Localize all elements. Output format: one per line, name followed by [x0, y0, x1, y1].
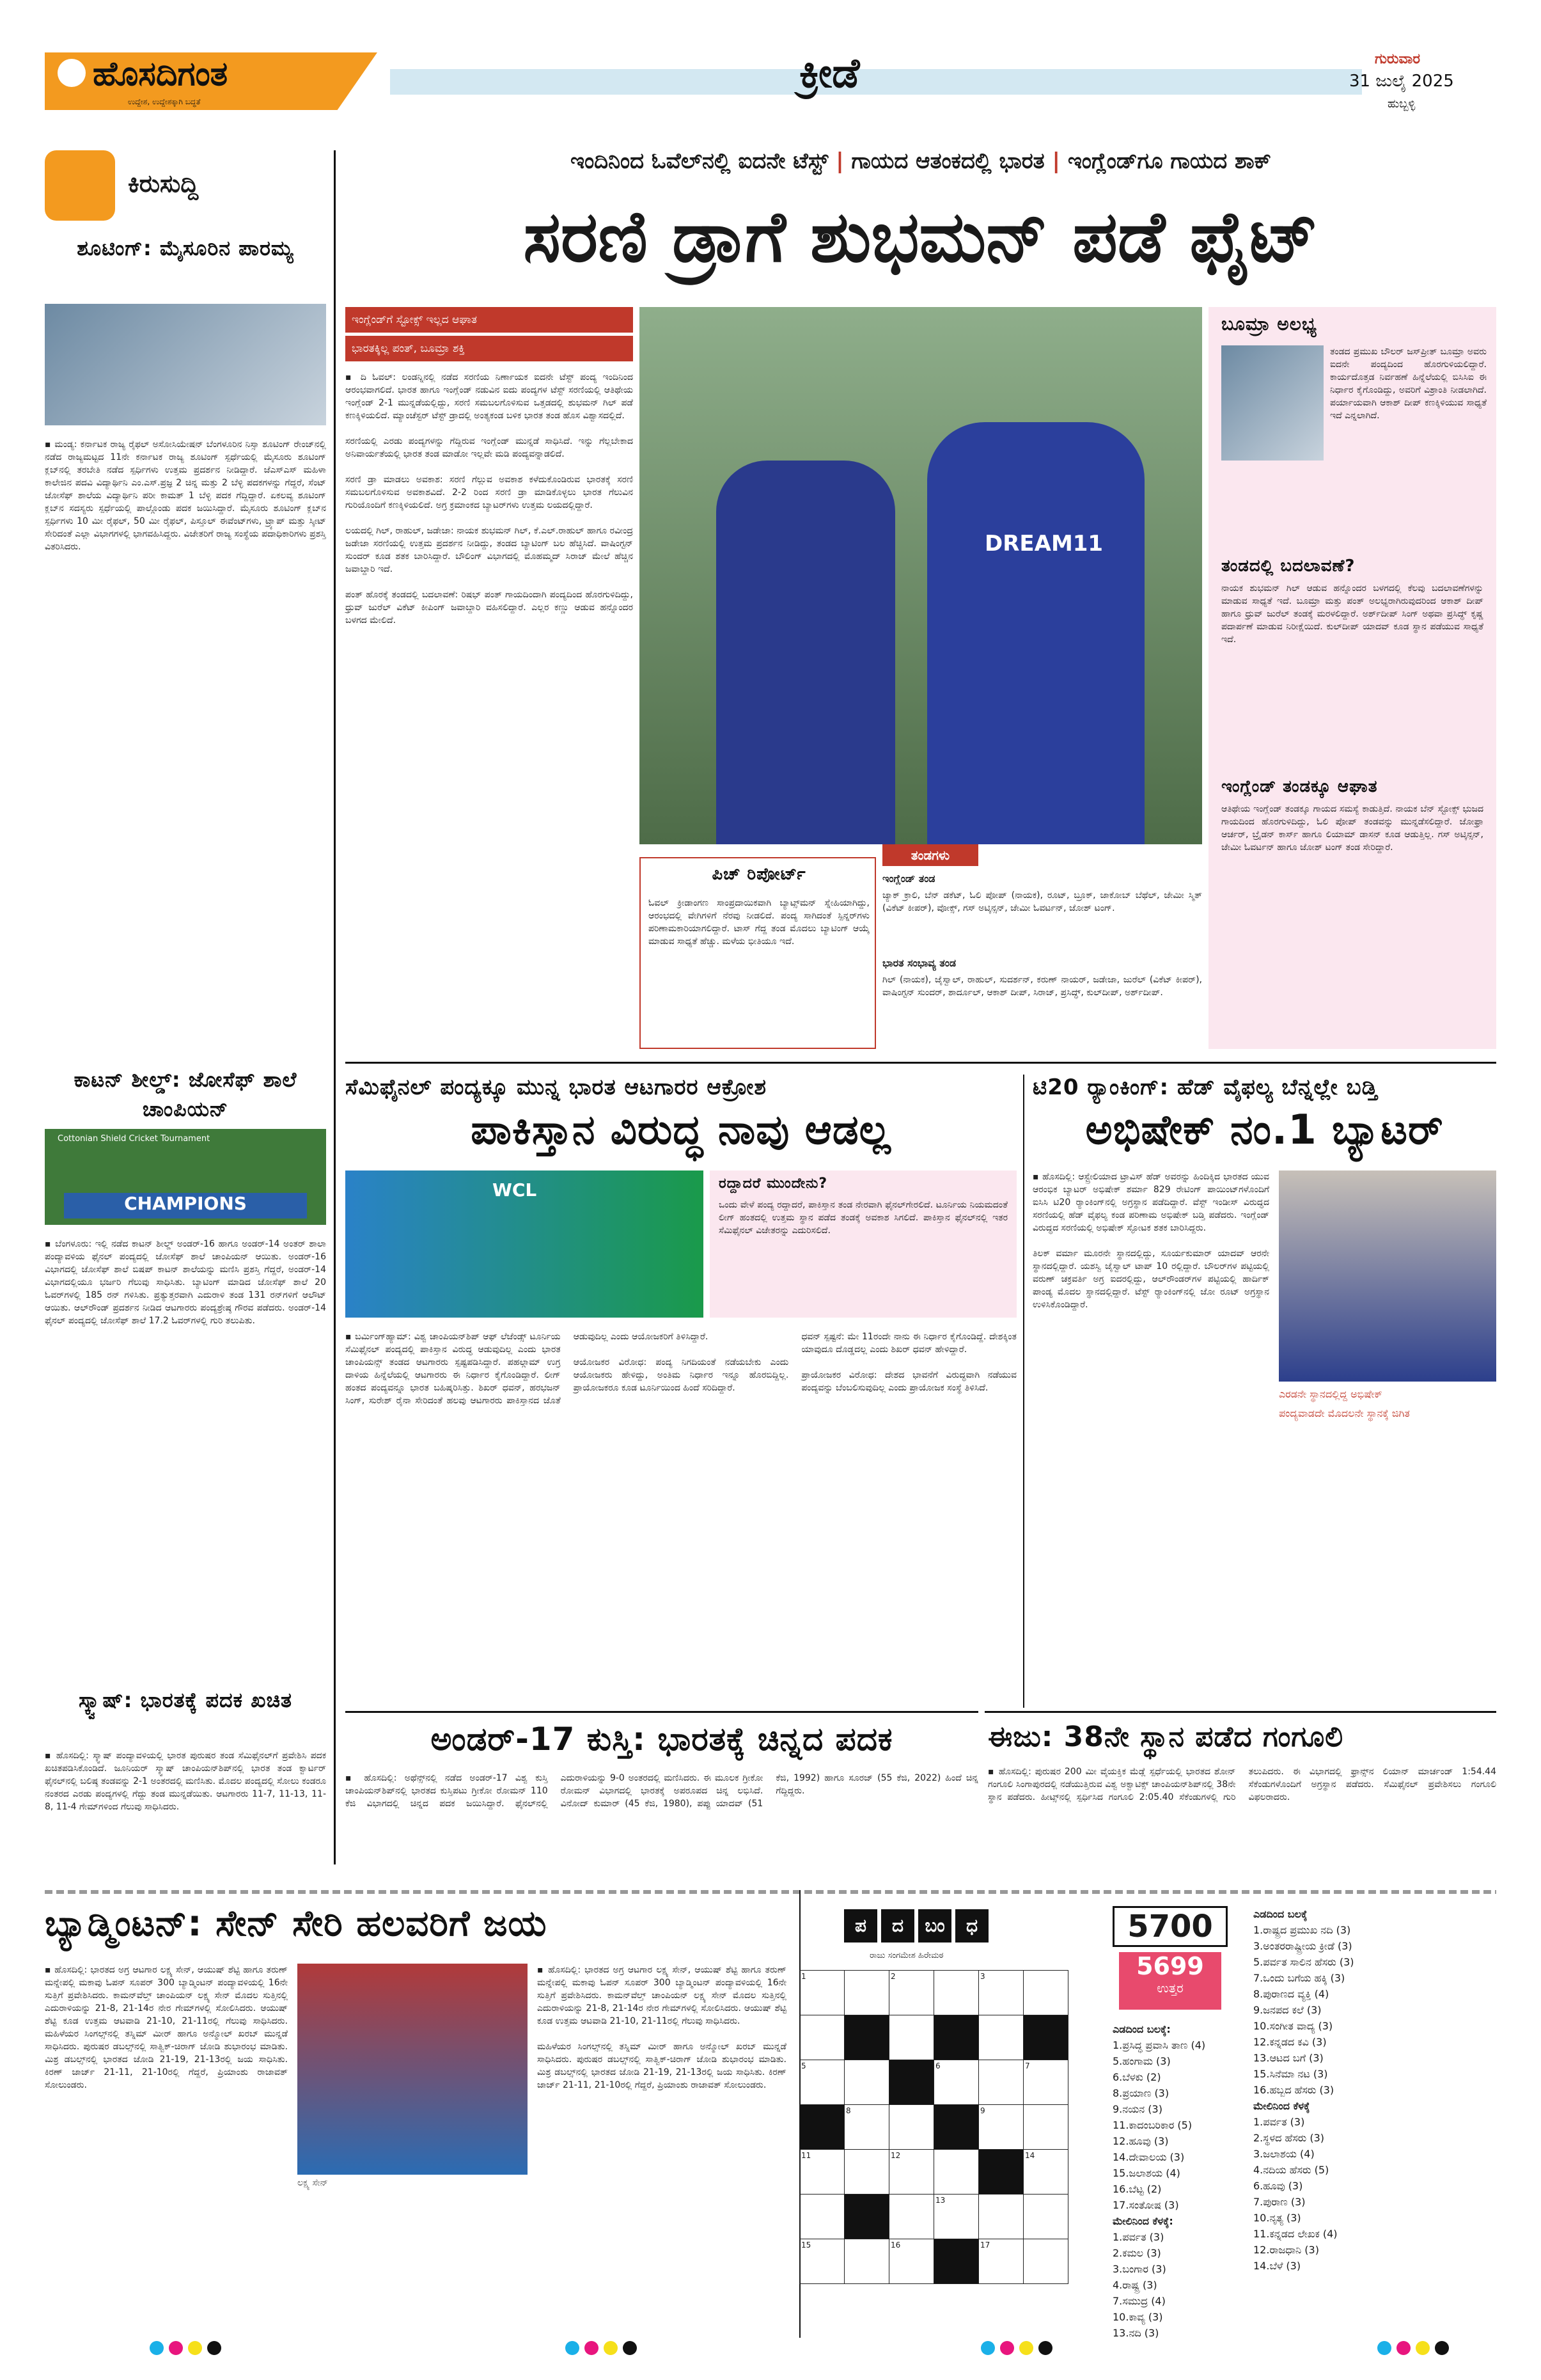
- abhi-cap-2: ಪಂದ್ಯವಾಡದೇ ಮೊದಲನೇ ಸ್ಥಾನಕ್ಕೆ ಜಿಗಿತ: [1279, 1407, 1410, 1419]
- across-clue: 16.ಬೆಟ್ಟ (2): [1113, 2183, 1162, 2195]
- pak-headline: ಪಾಕಿಸ್ತಾನ ವಿರುದ್ಧ ನಾವು ಆಡಲ್ಲ: [471, 1107, 891, 1154]
- answer2-clue: 14.ಬೆಳೆ (3): [1253, 2260, 1301, 2272]
- pak-photo: [345, 1170, 703, 1318]
- cw-cell[interactable]: 5: [800, 2060, 845, 2105]
- abhi-photo: [1279, 1170, 1496, 1382]
- across-clue: 14.ದೇವಾಲಯ (3): [1113, 2151, 1185, 2163]
- cw-black: [889, 2060, 934, 2105]
- pak-side-title: ರದ್ದಾದರೆ ಮುಂದೇನು?: [719, 1176, 828, 1192]
- cw-cell[interactable]: [1024, 2239, 1068, 2284]
- lead-sidebar: [1209, 307, 1496, 1049]
- answer2-clue: 6.ಹೂವು (3): [1253, 2180, 1303, 2192]
- puzzle-author: ರಾಜು ಸಂಗಮೇಶ ಹಿರೇಮಠ: [870, 1951, 944, 1960]
- eng-team-heading: ಇಂಗ್ಲೆಂಡ್ ತಂಡ: [882, 872, 935, 885]
- answer2-clue: 11.ಕನ್ನಡದ ಲೇಖಕ (4): [1253, 2228, 1338, 2240]
- date-day: ಗುರುವಾರ: [1375, 51, 1421, 67]
- badminton-body-1: ▪ ಹೊಸದಿಲ್ಲಿ: ಭಾರತದ ಅಗ್ರ ಆಟಗಾರ ಲಕ್ಷ್ಯ ಸೇನ್, ಆಯುಷ್ ಶೆಟ್ಟಿ ಹಾಗೂ ತರುಣ್ ಮನ್ನೇಪಲ್ಲಿ ಮಕಾವು ಓಪನ್ ಸೂಪರ್ 300 ಬ್ಯಾಡ್ಮಿಂಟನ್ ಪಂದ್ಯಾವಳಿಯಲ್ಲಿ 16ನೇ ಸುತ್ತಿಗೆ ಪ್ರವೇಶಿಸಿದರು. ಕಾಮನ್‌ವೆಲ್ತ್ ಚಾಂಪಿಯನ್ ಲಕ್ಷ್ಯ ಸೇನ್ ಮೊದಲ ಸುತ್ತಿನಲ್ಲಿ ಎದುರಾಳಿಯನ್ನು 21-8, 21-14ರ ನೇರ ಗೇಮ್‌ಗಳಲ್ಲಿ ಸೋಲಿಸಿದರು. ಆಯುಷ್ ಶೆಟ್ಟಿ ಕೂಡ ಉತ್ತಮ ಆಟವಾಡಿ 21-10, 21-11ರಲ್ಲಿ ಗೆಲುವು ಸಾಧಿಸಿದರು. ಮಹಿಳೆಯರ ಸಿಂಗಲ್ಸ್‌ನಲ್ಲಿ ತಸ್ನಿಮ್ ಮೀರ್ ಹಾಗೂ ಅನ್ಮೋಲ್ ಖರಬ್ ಮುನ್ನಡೆ ಸಾಧಿಸಿದರು. ಪುರುಷರ ಡಬಲ್ಸ್‌ನಲ್ಲಿ ಸಾತ್ವಿಕ್-ಚಿರಾಗ್ ಜೋಡಿ ಶುಭಾರಂಭ ಮಾಡಿತು. ಮಿಶ್ರ ಡಬಲ್ಸ್‌ನಲ್ಲಿ ಭಾರತದ ಜೋಡಿ 21-19, 21-13ರಲ್ಲಿ ಜಯ ಸಾಧಿಸಿತು. ಕಿರಣ್ ಜಾರ್ಜ್ 21-11, 21-10ರಲ್ಲಿ ಗೆದ್ದರೆ, ಪ್ರಿಯಾಂಶು ರಾಜಾವತ್ ಸೋಲುಂಡರು.: [45, 1965, 288, 2090]
- across-clue: 15.ಜಲಾಶಯ (4): [1113, 2167, 1180, 2179]
- kicker-c: ಇಂಗ್ಲೆಂಡ್‌ಗೂ ಗಾಯದ ಶಾಕ್: [1067, 148, 1271, 174]
- registration-marks-mid: [563, 2341, 639, 2358]
- answer2-clue: 2.ಸ್ಥಳದ ಹೆಸರು (3): [1253, 2132, 1325, 2144]
- eng-team-list: ಜ್ಯಾಕ್ ಕ್ರಾಲಿ, ಬೆನ್ ಡಕೆಟ್, ಓಲಿ ಪೋಪ್ (ನಾಯಕ), ರೂಟ್, ಬ್ರೂಕ್, ಜಾಕೋಬ್ ಬೆಥೆಲ್, ಜೇಮೀ ಸ್ಮಿತ್ (ವಿಕೆಟ್ ಕೀಪರ್), ವೋಕ್ಸ್, ಗಸ್ ಅಟ್ಕಿನ್ಸನ್, ಜೇಮೀ ಓವರ್ಟನ್, ಜೋಶ್ ಟಂಗ್.: [882, 890, 1202, 913]
- cw-cell[interactable]: 3: [979, 1971, 1024, 2015]
- cw-cell[interactable]: 12: [889, 2150, 934, 2195]
- cotton-title: ಕಾಟನ್ ಶೀಲ್ಡ್: ಜೋಸೆಫ್ ಶಾಲೆ ಚಾಂಪಿಯನ್: [74, 1068, 297, 1121]
- answers-heading: ಎಡದಿಂದ ಬಲಕ್ಕೆ: [1253, 1908, 1308, 1920]
- kicker-b: ಗಾಯದ ಆತಂಕದಲ್ಲಿ ಭಾರತ: [851, 148, 1045, 174]
- pitch-title: ಪಿಚ್ ರಿಪೋರ್ಟ್: [712, 865, 806, 884]
- cw-black: [1024, 2015, 1068, 2060]
- wcl-logo: WCL: [492, 1179, 537, 1201]
- answer2-clue: 1.ಪರ್ವತ (3): [1253, 2116, 1305, 2128]
- changes-title: ತಂಡದಲ್ಲಿ ಬದಲಾವಣೆ?: [1221, 556, 1356, 576]
- puzzle-clues: [1113, 2021, 1247, 2339]
- answer2-clue: 10.ನೃತ್ಯ (3): [1253, 2212, 1301, 2224]
- cw-cell[interactable]: 2: [889, 1971, 934, 2015]
- registration-marks-left: [147, 2341, 224, 2358]
- answer-clue: 9.ಜನಪದ ಕಲೆ (3): [1253, 2004, 1322, 2016]
- down-clue: 4.ರಾಷ್ಟ್ರ (3): [1113, 2279, 1157, 2291]
- jersey-text: DREAM11: [985, 531, 1104, 556]
- lead-bullet-1: ಇಂಗ್ಲೆಂಡ್‌ಗೆ ಸ್ಟೋಕ್ಸ್ ಇಲ್ಲದ ಆಘಾತ: [345, 307, 633, 333]
- city: ಹುಬ್ಬಳ್ಳಿ: [1388, 97, 1416, 111]
- cw-cell[interactable]: 9: [979, 2105, 1024, 2150]
- cotton-body: ▪ ಬೆಂಗಳೂರು: ಇಲ್ಲಿ ನಡೆದ ಕಾಟನ್ ಶೀಲ್ಡ್ ಅಂಡರ್-16 ಹಾಗೂ ಅಂಡರ್-14 ಅಂತರ್ ಶಾಲಾ ಪಂದ್ಯಾವಳಿಯ ಫೈನಲ್ ಪಂದ್ಯದಲ್ಲಿ ಜೋಸೆಫ್ ಶಾಲೆ ಚಾಂಪಿಯನ್ ಆಯಿತು. ಅಂಡರ್-16 ವಿಭಾಗದಲ್ಲಿ ಜೋಸೆಫ್ ಶಾಲೆ ಬಿಷಪ್ ಕಾಟನ್ ಶಾಲೆಯನ್ನು ಮಣಿಸಿ ಪ್ರಶಸ್ತಿ ಗೆದ್ದರೆ, ಅಂಡರ್-14 ವಿಭಾಗದಲ್ಲಿಯೂ ಭರ್ಜರಿ ಗೆಲುವು ಸಾಧಿಸಿತು. ಬ್ಯಾಟಿಂಗ್ ಮಾಡಿದ ಜೋಸೆಫ್ ಶಾಲೆ 20 ಓವರ್‌ಗಳಲ್ಲಿ 185 ರನ್ ಗಳಿಸಿತು. ಪ್ರತ್ಯುತ್ತರವಾಗಿ ಎದುರಾಳಿ ತಂಡ 131 ರನ್‌ಗಳಿಗೆ ಆಲೌಟ್ ಆಯಿತು. ಆಲ್‌ರೌಂಡ್ ಪ್ರದರ್ಶನ ನೀಡಿದ ಆಟಗಾರರು ಪಂದ್ಯಶ್ರೇಷ್ಠ ಗೌರವ ಪಡೆದರು. ಅಂಡರ್-14 ಫೈನಲ್ ಪಂದ್ಯದಲ್ಲಿ ಜೋಸೆಫ್ ಶಾಲೆ 17.2 ಓವರ್‌ಗಳಲ್ಲಿ ಗುರಿ ತಲುಪಿತು.: [45, 1239, 326, 1326]
- registration-marks-center: [978, 2341, 1055, 2358]
- answer-clue: 15.ಸಿನೆಮಾ ನಟ (3): [1253, 2068, 1328, 2080]
- lead-bullet-2: ಭಾರತಕ್ಕಿಲ್ಲ ಪಂತ್, ಬೂಮ್ರಾ ಶಕ್ತಿ: [345, 336, 633, 361]
- abhi-headline: ಅಭಿಷೇಕ್ ನಂ.1 ಬ್ಯಾಟರ್: [1085, 1107, 1444, 1154]
- cw-cell[interactable]: [845, 2060, 889, 2105]
- answer-clue: 3.ಅಂತರರಾಷ್ಟ್ರೀಯ ಕ್ರೀಡೆ (3): [1253, 1940, 1352, 1952]
- section-rule: [345, 1062, 1496, 1064]
- kicker-a: ಇಂದಿನಿಂದ ಓವೆಲ್‌ನಲ್ಲಿ ಐದನೇ ಟೆಸ್ಟ್: [570, 148, 829, 174]
- down-clue: 2.ಕಮಲ (3): [1113, 2247, 1161, 2259]
- lamp-icon: [58, 59, 86, 87]
- masthead: [45, 46, 1496, 116]
- shooting-photo: [45, 304, 326, 425]
- cw-cell[interactable]: 13: [934, 2195, 979, 2239]
- cw-cell[interactable]: [1024, 1971, 1068, 2015]
- cw-cell[interactable]: [934, 1971, 979, 2015]
- answer-clue: 12.ಕನ್ನಡದ ಕವಿ (3): [1253, 2036, 1327, 2048]
- badminton-body-2: ▪ ಹೊಸದಿಲ್ಲಿ: ಭಾರತದ ಅಗ್ರ ಆಟಗಾರ ಲಕ್ಷ್ಯ ಸೇನ್, ಆಯುಷ್ ಶೆಟ್ಟಿ ಹಾಗೂ ತರುಣ್ ಮನ್ನೇಪಲ್ಲಿ ಮಕಾವು ಓಪನ್ ಸೂಪರ್ 300 ಬ್ಯಾಡ್ಮಿಂಟನ್ ಪಂದ್ಯಾವಳಿಯಲ್ಲಿ 16ನೇ ಸುತ್ತಿಗೆ ಪ್ರವೇಶಿಸಿದರು. ಕಾಮನ್‌ವೆಲ್ತ್ ಚಾಂಪಿಯನ್ ಲಕ್ಷ್ಯ ಸೇನ್ ಮೊದಲ ಸುತ್ತಿನಲ್ಲಿ ಎದುರಾಳಿಯನ್ನು 21-8, 21-14ರ ನೇರ ಗೇಮ್‌ಗಳಲ್ಲಿ ಸೋಲಿಸಿದರು. ಆಯುಷ್ ಶೆಟ್ಟಿ ಕೂಡ ಉತ್ತಮ ಆಟವಾಡಿ 21-10, 21-11ರಲ್ಲಿ ಗೆಲುವು ಸಾಧಿಸಿದರು. ಮಹಿಳೆಯರ ಸಿಂಗಲ್ಸ್‌ನಲ್ಲಿ ತಸ್ನಿಮ್ ಮೀರ್ ಹಾಗೂ ಅನ್ಮೋಲ್ ಖರಬ್ ಮುನ್ನಡೆ ಸಾಧಿಸಿದರು. ಪುರುಷರ ಡಬಲ್ಸ್‌ನಲ್ಲಿ ಸಾತ್ವಿಕ್-ಚಿರಾಗ್ ಜೋಡಿ ಶುಭಾರಂಭ ಮಾಡಿತು. ಮಿಶ್ರ ಡಬಲ್ಸ್‌ನಲ್ಲಿ ಭಾರತದ ಜೋಡಿ 21-19, 21-13ರಲ್ಲಿ ಜಯ ಸಾಧಿಸಿತು. ಕಿರಣ್ ಜಾರ್ಜ್ 21-11, 21-10ರಲ್ಲಿ ಗೆದ್ದರೆ, ಪ್ರಿಯಾಂಶು ರಾಜಾವತ್ ಸೋಲುಂಡರು.: [537, 1965, 786, 2090]
- bumrah-photo: [1221, 345, 1324, 461]
- down-clue: 10.ಕಾವ್ಯ (3): [1113, 2311, 1163, 2323]
- badminton-headline: ಬ್ಯಾಡ್ಮಿಂಟನ್: ಸೇನ್ ಸೇರಿ ಹಲವರಿಗೆ ಜಯ: [45, 1903, 547, 1944]
- eng-injury-body: ಆತಿಥೇಯ ಇಂಗ್ಲೆಂಡ್ ತಂಡಕ್ಕೂ ಗಾಯದ ಸಮಸ್ಯೆ ಕಾಡುತ್ತಿದೆ. ನಾಯಕ ಬೆನ್ ಸ್ಟೋಕ್ಸ್ ಭುಜದ ಗಾಯದಿಂದ ಹೊರಗುಳಿದಿದ್ದು, ಓಲಿ ಪೋಪ್ ತಂಡವನ್ನು ಮುನ್ನಡೆಸಲಿದ್ದಾರೆ. ಜೋಫ್ರಾ ಆರ್ಚರ್, ಬ್ರೈಡನ್ ಕಾರ್ಸ್ ಹಾಗೂ ಲಿಯಾಮ್ ಡಾಸನ್ ಕೂಡ ಆಡುತ್ತಿಲ್ಲ. ಗಸ್ ಅಟ್ಕಿನ್ಸನ್, ಜೇಮೀ ಓವರ್ಟನ್ ಹಾಗೂ ಜೋಶ್ ಟಂಗ್ ತಂಡ ಸೇರಿದ್ದಾರೆ.: [1221, 804, 1483, 853]
- answer-clue: 1.ರಾಷ್ಟ್ರದ ಪ್ರಮುಖ ನದಿ (3): [1253, 1924, 1351, 1936]
- cw-cell[interactable]: 1: [800, 1971, 845, 2015]
- teams-tag: ತಂಡಗಳು: [882, 844, 978, 866]
- across-clue: 6.ಬೆಳಕು (2): [1113, 2071, 1161, 2083]
- answer-clue: 10.ಸಂಗೀತ ವಾದ್ಯ (3): [1253, 2020, 1333, 2032]
- across-clue: 5.ಹಂಗಾಮ (3): [1113, 2055, 1171, 2067]
- registration-marks-right: [1375, 2341, 1451, 2358]
- badminton-caption: ಲಕ್ಷ್ಯ ಸೇನ್: [297, 2178, 328, 2188]
- cw-black: [979, 2150, 1024, 2195]
- pitch-report-box: [639, 857, 876, 1049]
- across-clue: 9.ನಯನ (3): [1113, 2103, 1162, 2115]
- bottom-rule: [45, 1890, 1496, 1894]
- answer2-clue: 4.ನದಿಯ ಹೆಸರು (5): [1253, 2164, 1329, 2176]
- lead-body: ▪ ದಿ ಓವಲ್: ಲಂಡನ್ನಿನಲ್ಲಿ ನಡೆದ ಸರಣಿಯ ನಿರ್ಣಾಯಕ ಐದನೇ ಟೆಸ್ಟ್ ಪಂದ್ಯ ಇಂದಿನಿಂದ ಆರಂಭವಾಗಲಿದೆ. ಭಾರತ ಹಾಗೂ ಇಂಗ್ಲೆಂಡ್ ನಡುವಿನ ಐದು ಪಂದ್ಯಗಳ ಟೆಸ್ಟ್ ಸರಣಿಯಲ್ಲಿ ಆತಿಥೇಯ ಇಂಗ್ಲೆಂಡ್ 2-1 ಮುನ್ನಡೆಯಲ್ಲಿದ್ದು, ಸರಣಿ ಸಮಬಲಗೊಳಿಸುವ ಒತ್ತಡದಲ್ಲಿ ಶುಭಮನ್ ಗಿಲ್ ಪಡೆ ಕಣಕ್ಕಿಳಿಯಲಿದೆ. ಮ್ಯಾಂಚೆಸ್ಟರ್ ಟೆಸ್ಟ್ ಡ್ರಾದಲ್ಲಿ ಅಂತ್ಯಕಂಡ ಬಳಿಕ ಭಾರತ ತಂಡ ಹೊಸ ವಿಶ್ವಾಸದಲ್ಲಿದೆ. ಸರಣಿಯಲ್ಲಿ ಎರಡು ಪಂದ್ಯಗಳನ್ನು ಗೆದ್ದಿರುವ ಇಂಗ್ಲೆಂಡ್ ಮುನ್ನಡೆ ಸಾಧಿಸಿದೆ. ಇನ್ನು ಗೆಲ್ಲಬೇಕಾದ ಅನಿವಾರ್ಯತೆಯಲ್ಲಿ ಭಾರತ ತಂಡ ಮಾಡೋ ಇಲ್ಲವೇ ಮಡಿ ಪಂದ್ಯವನ್ನಾಡಲಿದೆ. ಸರಣಿ ಡ್ರಾ ಮಾಡಲು ಅವಕಾಶ: ಸರಣಿ ಗೆಲ್ಲುವ ಅವಕಾಶ ಕಳೆದುಕೊಂಡಿರುವ ಭಾರತಕ್ಕೆ ಸರಣಿ ಸಮಬಲಗೊಳಿಸುವ ಅವಕಾಶವಿದೆ. 2-2 ರಿಂದ ಸರಣಿ ಡ್ರಾ ಮಾಡಿಕೊಳ್ಳಲು ಭಾರತ ಗೆಲುವಿನ ಗುರಿಯೊಂದಿಗೆ ಕಣಕ್ಕಿಳಿಯಲಿದೆ. ಅಗ್ರ ಕ್ರಮಾಂಕದ ಬ್ಯಾಟರ್‌ಗಳು ಉತ್ತಮ ಲಯದಲ್ಲಿದ್ದಾರೆ. ಲಯದಲ್ಲಿ ಗಿಲ್, ರಾಹುಲ್, ಜಡೇಜಾ: ನಾಯಕ ಶುಭಮನ್ ಗಿಲ್, ಕೆ.ಎಲ್.ರಾಹುಲ್ ಹಾಗೂ ರವೀಂದ್ರ ಜಡೇಜಾ ಸರಣಿಯಲ್ಲಿ ಉತ್ತಮ ಪ್ರದರ್ಶನ ನೀಡಿದ್ದು, ತಂಡದ ಬ್ಯಾಟಿಂಗ್ ಬಲ ಹೆಚ್ಚಿಸಿದೆ. ವಾಷಿಂಗ್ಟನ್ ಸುಂದರ್ ಕೂಡ ಶತಕ ಬಾರಿಸಿದ್ದಾರೆ. ಬೌಲಿಂಗ್ ವಿಭಾಗದಲ್ಲಿ ಮೊಹಮ್ಮದ್ ಸಿರಾಜ್ ಮೇಲೆ ಹೆಚ್ಚಿನ ಜವಾಬ್ದಾರಿ ಇದೆ. ಪಂತ್ ಹೊರಕ್ಕೆ ತಂಡದಲ್ಲಿ ಬದಲಾವಣೆ: ರಿಷಭ್ ಪಂತ್ ಗಾಯದಿಂದಾಗಿ ಪಂದ್ಯದಿಂದ ಹೊರಗುಳಿದಿದ್ದು, ಧ್ರುವ್ ಜುರೆಲ್ ವಿಕೆಟ್ ಕೀಪಿಂಗ್ ಜವಾಬ್ದಾರಿ ವಹಿಸಲಿದ್ದಾರೆ. ಎಲ್ಲರ ಕಣ್ಣು ಆಡುವ ಹನ್ನೊಂದರ ಬಳಗದ ಮೇಲಿದೆ.: [345, 372, 633, 626]
- lead-photo: [639, 307, 1202, 844]
- badminton-photo: [297, 1964, 528, 2175]
- down-clue: 1.ಪರ್ವತ (3): [1113, 2231, 1164, 2243]
- across-clue: 8.ಪ್ರಯಾಣ (3): [1113, 2087, 1169, 2099]
- cw-cell[interactable]: 17: [979, 2239, 1024, 2284]
- puzzle-title-3: ಬಂ: [918, 1909, 951, 1943]
- cw-black: [934, 2239, 979, 2284]
- answer2-clue: 3.ಜಲಾಶಯ (4): [1253, 2148, 1315, 2160]
- lead-headline: ಸರಣಿ ಡ್ರಾಗೆ ಶುಭಮನ್ ಪಡೆ ಫೈಟ್: [523, 196, 1318, 278]
- cw-black: [934, 2015, 979, 2060]
- u17-body: ▪ ಹೊಸದಿಲ್ಲಿ: ಅಥೆನ್ಸ್‌ನಲ್ಲಿ ನಡೆದ ಅಂಡರ್-17 ವಿಶ್ವ ಕುಸ್ತಿ ಚಾಂಪಿಯನ್‌ಶಿಪ್‌ನಲ್ಲಿ ಭಾರತದ ಕುಸ್ತಿಪಟು ಗ್ರೀಕೋ ರೋಮನ್ 110 ಕೆಜಿ ವಿಭಾಗದಲ್ಲಿ ಚಿನ್ನದ ಪದಕ ಜಯಿಸಿದ್ದಾರೆ. ಫೈನಲ್‌ನಲ್ಲಿ ಎದುರಾಳಿಯನ್ನು 9-0 ಅಂತರದಲ್ಲಿ ಮಣಿಸಿದರು. ಈ ಮೂಲಕ ಗ್ರೀಕೋ ರೋಮನ್ ವಿಭಾಗದಲ್ಲಿ ಭಾರತಕ್ಕೆ ಅಪರೂಪದ ಚಿನ್ನ ಲಭಿಸಿದೆ. ವಿನೋದ್ ಕುಮಾರ್ (45 ಕೆಜಿ, 1980), ಪಪ್ಪು ಯಾದವ್ (51 ಕೆಜಿ, 1992) ಹಾಗೂ ಸೂರಜ್ (55 ಕೆಜಿ, 2022) ಹಿಂದೆ ಚಿನ್ನ ಗೆದ್ದಿದ್ದರು.: [345, 1773, 978, 1809]
- answer-clues: [1253, 1906, 1496, 2315]
- cw-cell[interactable]: [934, 2150, 979, 2195]
- logo-tagline: ಉದ್ದೇಶ, ಉದ್ದೇಶಕ್ಕಾಗಿ ಬದ್ಧತೆ: [128, 97, 201, 106]
- column-divider: [334, 150, 336, 1864]
- answer-number: 5699: [1136, 1952, 1204, 1980]
- cw-cell[interactable]: 8: [845, 2105, 889, 2150]
- answers2-heading: ಮೇಲಿನಿಂದ ಕೆಳಕ್ಕೆ: [1253, 2100, 1310, 2112]
- ganguly-headline: ಈಜು: 38ನೇ ಸ್ಥಾನ ಪಡೆದ ಗಂಗೂಲಿ: [988, 1721, 1344, 1753]
- cw-cell[interactable]: 15: [800, 2239, 845, 2284]
- across-clue: 12.ಹೂವು (3): [1113, 2135, 1169, 2147]
- down-clue: 3.ಬಂಗಾರ (3): [1113, 2263, 1166, 2275]
- across-heading: ಎಡದಿಂದ ಬಲಕ್ಕೆ:: [1113, 2023, 1171, 2035]
- abhi-cap-1: ಎರಡನೇ ಸ್ಥಾನದಲ್ಲಿದ್ದ ಅಭಿಷೇಕ್: [1279, 1388, 1382, 1400]
- champions-banner: CHAMPIONS: [64, 1193, 307, 1218]
- squash-body: ▪ ಹೊಸದಿಲ್ಲಿ: ಸ್ಕ್ವಾಷ್ ಪಂದ್ಯಾವಳಿಯಲ್ಲಿ ಭಾರತ ಪುರುಷರ ತಂಡ ಸೆಮಿಫೈನಲ್‌ಗೆ ಪ್ರವೇಶಿಸಿ ಪದಕ ಖಚಿತಪಡಿಸಿಕೊಂಡಿದೆ. ಜೂನಿಯರ್ ಸ್ಕ್ವಾಷ್ ಚಾಂಪಿಯನ್‌ಶಿಪ್‌ನಲ್ಲಿ ಭಾರತ ತಂಡ ಕ್ವಾರ್ಟರ್ ಫೈನಲ್‌ನಲ್ಲಿ ಬಲಿಷ್ಠ ತಂಡವನ್ನು 2-1 ಅಂತರದಲ್ಲಿ ಮಣಿಸಿತು. ಮೊದಲ ಪಂದ್ಯದಲ್ಲಿ ಸೋಲು ಕಂಡರೂ ನಂತರದ ಎರಡು ಪಂದ್ಯಗಳಲ್ಲಿ ಗೆದ್ದು ತಂಡ ಮುನ್ನಡೆಯಿತು. ಆಟಗಾರರು 11-7, 11-13, 11-8, 11-4 ಗೇಮ್‌ಗಳಿಂದ ಗೆಲುವು ಸಾಧಿಸಿದರು.: [45, 1751, 326, 1812]
- pak-side-body: ಒಂದು ವೇಳೆ ಪಂದ್ಯ ರದ್ದಾದರೆ, ಪಾಕಿಸ್ತಾನ ತಂಡ ನೇರವಾಗಿ ಫೈನಲ್‌ಗೇರಲಿದೆ. ಟೂರ್ನಿಯ ನಿಯಮದಂತೆ ಲೀಗ್ ಹಂತದಲ್ಲಿ ಉತ್ತಮ ಸ್ಥಾನ ಪಡೆದ ತಂಡಕ್ಕೆ ಅವಕಾಶ ಸಿಗಲಿದೆ. ಪಾಕಿಸ್ತಾನ ಫೈನಲ್‌ನಲ್ಲಿ ಇತರ ಸೆಮಿಫೈನಲ್ ವಿಜೇತರನ್ನು ಎದುರಿಸಲಿದೆ.: [719, 1200, 1008, 1236]
- u17-rule: [345, 1711, 978, 1713]
- across-clue: 11.ಕಾದಂಬರಿಕಾರ (5): [1113, 2119, 1193, 2131]
- across-clue: 17.ಸಂತೋಷ (3): [1113, 2199, 1179, 2211]
- puzzle-title-4: ಧ: [955, 1909, 989, 1943]
- bumrah-body: ತಂಡದ ಪ್ರಮುಖ ಬೌಲರ್ ಜಸ್‌ಪ್ರೀತ್ ಬೂಮ್ರಾ ಅವರು ಐದನೇ ಪಂದ್ಯದಿಂದ ಹೊರಗುಳಿಯಲಿದ್ದಾರೆ. ಕಾರ್ಯದೊತ್ತಡ ನಿರ್ವಹಣೆ ಹಿನ್ನೆಲೆಯಲ್ಲಿ ಬಿಸಿಸಿಐ ಈ ನಿರ್ಧಾರ ಕೈಗೊಂಡಿದ್ದು, ಅವರಿಗೆ ವಿಶ್ರಾಂತಿ ನೀಡಲಾಗಿದೆ. ಪರ್ಯಾಯವಾಗಿ ಆಕಾಶ್ ದೀಪ್ ಕಣಕ್ಕಿಳಿಯುವ ಸಾಧ್ಯತೆ ಇದೆ ಎನ್ನಲಾಗಿದೆ.: [1330, 347, 1487, 421]
- ind-team-heading: ಭಾರತ ಸಂಭಾವ್ಯ ತಂಡ: [882, 957, 957, 969]
- cw-black: [845, 2195, 889, 2239]
- kirusuddi-label: ಕಿರುಸುದ್ದಿ: [128, 169, 199, 198]
- answer-clue: 16.ಹಬ್ಬದ ಹೆಸರು (3): [1253, 2084, 1334, 2096]
- cotton-photo: [45, 1129, 326, 1225]
- u17-headline: ಅಂಡರ್-17 ಕುಸ್ತಿ: ಭಾರತಕ್ಕೆ ಚಿನ್ನದ ಪದಕ: [430, 1721, 893, 1758]
- answer-clue: 13.ಆಟದ ಬಗೆ (3): [1253, 2052, 1324, 2064]
- shooting-body: ▪ ಮಂಡ್ಯ: ಕರ್ನಾಟಕ ರಾಜ್ಯ ರೈಫಲ್ ಅಸೋಸಿಯೇಷನ್ ಬೆಂಗಳೂರಿನ ನಿಸ್ಸಾ ಶೂಟಿಂಗ್ ರೇಂಜ್‌ನಲ್ಲಿ ನಡೆದ ರಾಜ್ಯಮಟ್ಟದ 11ನೇ ಕರ್ನಾಟಕ ರಾಜ್ಯ ಶೂಟಿಂಗ್ ಸ್ಪರ್ಧೆಯಲ್ಲಿ ಮೈಸೂರು ಶೂಟಿಂಗ್ ಕ್ಲಬ್‌ನಲ್ಲಿ ತರಬೇತಿ ನಡೆದ ಸ್ಪರ್ಧಿಗಳು ಉತ್ತಮ ಪ್ರದರ್ಶನ ನೀಡಿದ್ದಾರೆ. ಜೆಎಸ್‌ಎಸ್ ಮಹಿಳಾ ಕಾಲೇಜಿನ ಪದವಿ ವಿದ್ಯಾರ್ಥಿನಿ ಎಂ.ಎಸ್.ಪ್ರಜ್ಞ 2 ಚಿನ್ನ ಮತ್ತು 2 ಬೆಳ್ಳಿ ಪದಕಗಳನ್ನು ಗೆದ್ದರೆ, ಸೆಂಟ್ ಜೋಸೆಫ್ ಶಾಲೆಯ ವಿದ್ಯಾರ್ಥಿನಿ ಪರೀ ಕಾಮತ್ 1 ಬೆಳ್ಳಿ ಪದಕ ಗೆದ್ದಿದ್ದಾರೆ. ಏಕಲವ್ಯ ಶೂಟಿಂಗ್ ಕ್ಲಬ್‌ನ ಸದಸ್ಯರು ಸ್ಪರ್ಧೆಯಲ್ಲಿ ಪಾಲ್ಗೊಂಡು ಪದಕ ಜಯಿಸಿದ್ದಾರೆ. ಮೈಸೂರು ಶೂಟಿಂಗ್ ಕ್ಲಬ್‌ನ ಸ್ಪರ್ಧಿಗಳು 10 ಮೀ ರೈಫಲ್, 50 ಮೀ ರೈಫಲ್, ಪಿಸ್ತೂಲ್ ಈವೆಂಟ್‌ಗಳು, ಟ್ರ್ಯಾಪ್ ಮತ್ತು ಸ್ಕೀಟ್ ಸೇರಿದಂತೆ ಎಲ್ಲಾ ವಿಭಾಗಗಳಲ್ಲಿ ಭಾಗವಹಿಸಿದ್ದರು. ವಿಜೇತರಿಗೆ ರಾಜ್ಯ ಸಂಸ್ಥೆಯ ಪದಾಧಿಕಾರಿಗಳು ಪ್ರಶಸ್ತಿ ವಿತರಿಸಿದರು.: [45, 439, 326, 552]
- eng-injury-title: ಇಂಗ್ಲೆಂಡ್ ತಂಡಕ್ಕೂ ಆಘಾತ: [1221, 777, 1378, 796]
- puzzle-title: [844, 1909, 989, 1943]
- answer-clue: 7.ಒಂದು ಬಗೆಯ ಹಕ್ಕಿ (3): [1253, 1972, 1345, 1984]
- pak-kicker: ಸೆಮಿಫೈನಲ್ ಪಂದ್ಯಕ್ಕೂ ಮುನ್ನ ಭಾರತ ಆಟಗಾರರ ಆಕ್ರೋಶ: [345, 1075, 767, 1100]
- cw-cell[interactable]: [979, 2060, 1024, 2105]
- coach-figure: [716, 461, 895, 844]
- cw-cell[interactable]: [889, 2195, 934, 2239]
- cw-cell[interactable]: 6: [934, 2060, 979, 2105]
- section-title: ಕ್ರೀಡೆ: [799, 50, 860, 97]
- abhi-body: ▪ ಹೊಸದಿಲ್ಲಿ: ಆಸ್ಟ್ರೇಲಿಯಾದ ಟ್ರಾವಿಸ್ ಹೆಡ್ ಅವರನ್ನು ಹಿಂದಿಕ್ಕಿದ ಭಾರತದ ಯುವ ಆರಂಭಿಕ ಬ್ಯಾಟರ್ ಅಭಿಷೇಕ್ ಶರ್ಮಾ 829 ರೇಟಿಂಗ್ ಪಾಯಿಂಟ್‌ಗಳೊಂದಿಗೆ ಐಸಿಸಿ ಟಿ20 ರ‍್ಯಾಂಕಿಂಗ್‌ನಲ್ಲಿ ಅಗ್ರಸ್ಥಾನ ಪಡೆದಿದ್ದಾರೆ. ವೆಸ್ಟ್ ಇಂಡೀಸ್ ವಿರುದ್ಧದ ಸರಣಿಯಲ್ಲಿ ಹೆಡ್ ವೈಫಲ್ಯ ಕಂಡ ಪರಿಣಾಮ ಅಭಿಷೇಕ್ ಬಡ್ತಿ ಪಡೆದರು. ಇಂಗ್ಲೆಂಡ್ ವಿರುದ್ಧದ ಸರಣಿಯಲ್ಲಿ ಅಭಿಷೇಕ್ ಸ್ಫೋಟಕ ಶತಕ ಬಾರಿಸಿದ್ದರು. ತಿಲಕ್ ವರ್ಮಾ ಮೂರನೇ ಸ್ಥಾನದಲ್ಲಿದ್ದು, ಸೂರ್ಯಕುಮಾರ್ ಯಾದವ್ ಆರನೇ ಸ್ಥಾನದಲ್ಲಿದ್ದಾರೆ. ಯಶಸ್ವಿ ಜೈಸ್ವಾಲ್ ಟಾಪ್ 10 ರಲ್ಲಿದ್ದಾರೆ. ಬೌಲರ್‌ಗಳ ಪಟ್ಟಿಯಲ್ಲಿ ವರುಣ್ ಚಕ್ರವರ್ತಿ ಅಗ್ರ ಐದರಲ್ಲಿದ್ದು, ಆಲ್‌ರೌಂಡರ್‌ಗಳ ಪಟ್ಟಿಯಲ್ಲಿ ಹಾರ್ದಿಕ್ ಪಾಂಡ್ಯ ಮೊದಲ ಸ್ಥಾನದಲ್ಲಿದ್ದಾರೆ. ಟೆಸ್ಟ್ ರ‍್ಯಾಂಕಿಂಗ್‌ನಲ್ಲಿ ಜೋ ರೂಟ್ ಅಗ್ರಸ್ಥಾನ ಉಳಿಸಿಕೊಂಡಿದ್ದಾರೆ.: [1033, 1172, 1269, 1310]
- section-band: [390, 69, 1362, 95]
- cotton-banner: Cottonian Shield Cricket Tournament: [58, 1134, 210, 1144]
- crossword-grid[interactable]: [799, 1970, 1068, 2284]
- lead-kicker: ಇಂದಿನಿಂದ ಓವೆಲ್‌ನಲ್ಲಿ ಐದನೇ ಟೆಸ್ಟ್ | ಗಾಯದ ಆತಂಕದಲ್ಲಿ ಭಾರತ | ಇಂಗ್ಲೆಂಡ್‌ಗೂ ಗಾಯದ ಶಾಕ್: [570, 148, 1271, 174]
- cw-cell[interactable]: [800, 2015, 845, 2060]
- kirusuddi-icon: [45, 150, 115, 221]
- cw-cell[interactable]: [845, 2150, 889, 2195]
- date: 31 ಜುಲೈ 2025: [1349, 72, 1454, 91]
- down-clue: 13.ನದಿ (3): [1113, 2327, 1159, 2339]
- ganguly-rule: [985, 1711, 1496, 1713]
- changes-body: ನಾಯಕ ಶುಭಮನ್ ಗಿಲ್ ಆಡುವ ಹನ್ನೊಂದರ ಬಳಗದಲ್ಲಿ ಕೆಲವು ಬದಲಾವಣೆಗಳನ್ನು ಮಾಡುವ ಸಾಧ್ಯತೆ ಇದೆ. ಬೂಮ್ರಾ ಮತ್ತು ಪಂತ್ ಅಲಭ್ಯರಾಗಿರುವುದರಿಂದ ಆಕಾಶ್ ದೀಪ್ ಹಾಗೂ ಧ್ರುವ್ ಜುರೆಲ್ ತಂಡಕ್ಕೆ ಮರಳಲಿದ್ದಾರೆ. ಅರ್ಶ್‌ದೀಪ್ ಸಿಂಗ್ ಅಥವಾ ಪ್ರಸಿದ್ಧ್ ಕೃಷ್ಣ ಪದಾರ್ಪಣೆ ಮಾಡುವ ನಿರೀಕ್ಷೆಯಿದೆ. ಕುಲ್‌ದೀಪ್ ಯಾದವ್ ಕೂಡ ಸ್ಥಾನ ಪಡೆಯುವ ಸಾಧ್ಯತೆ ಇದೆ.: [1221, 583, 1483, 645]
- logo-text: ಹೊಸದಿಗಂತ: [93, 55, 228, 93]
- cw-cell[interactable]: [845, 2239, 889, 2284]
- cw-cell[interactable]: 16: [889, 2239, 934, 2284]
- bumrah-title: ಬೂಮ್ರಾ ಅಲಭ್ಯ: [1221, 313, 1317, 335]
- cw-black: [845, 2015, 889, 2060]
- ind-team-list: ಗಿಲ್ (ನಾಯಕ), ಜೈಸ್ವಾಲ್, ರಾಹುಲ್, ಸುದರ್ಶನ್, ಕರುಣ್ ನಾಯರ್, ಜಡೇಜಾ, ಜುರೆಲ್ (ವಿಕೆಟ್ ಕೀಪರ್), ವಾಷಿಂಗ್ಟನ್ ಸುಂದರ್, ಶಾರ್ದೂಲ್, ಆಕಾಶ್ ದೀಪ್, ಸಿರಾಜ್, ಪ್ರಸಿದ್ಧ್, ಕುಲ್‌ದೀಪ್, ಅರ್ಶ್‌ದೀಪ್.: [882, 975, 1202, 998]
- pak-sidebox: [710, 1170, 1017, 1318]
- across-clue: 1.ಪ್ರಸಿದ್ಧ ಪ್ರವಾಸಿ ತಾಣ (4): [1113, 2039, 1206, 2051]
- cw-cell[interactable]: [1024, 2195, 1068, 2239]
- cw-cell[interactable]: 14: [1024, 2150, 1068, 2195]
- down-heading: ಮೇಲಿನಿಂದ ಕೆಳಕ್ಕೆ:: [1113, 2215, 1173, 2227]
- answer-clue: 8.ಪುರಾಣದ ವ್ಯಕ್ತಿ (4): [1253, 1988, 1329, 2000]
- cw-cell[interactable]: [800, 2195, 845, 2239]
- cw-cell[interactable]: [979, 2195, 1024, 2239]
- column-divider-2: [1023, 1075, 1024, 1708]
- pak-body: ▪ ಬರ್ಮಿಂಗ್‌ಹ್ಯಾಮ್: ವಿಶ್ವ ಚಾಂಪಿಯನ್‌ಶಿಪ್ ಆಫ್ ಲೆಜೆಂಡ್ಸ್ ಟೂರ್ನಿಯ ಸೆಮಿಫೈನಲ್ ಪಂದ್ಯದಲ್ಲಿ ಪಾಕಿಸ್ತಾನ ವಿರುದ್ಧ ಆಡುವುದಿಲ್ಲ ಎಂದು ಭಾರತ ಚಾಂಪಿಯನ್ಸ್ ತಂಡದ ಆಟಗಾರರು ಸ್ಪಷ್ಟಪಡಿಸಿದ್ದಾರೆ. ಪಹಲ್ಗಾಮ್ ಉಗ್ರ ದಾಳಿಯ ಹಿನ್ನೆಲೆಯಲ್ಲಿ ಆಟಗಾರರು ಈ ನಿರ್ಧಾರ ಕೈಗೊಂಡಿದ್ದಾರೆ. ಲೀಗ್ ಹಂತದ ಪಂದ್ಯವನ್ನೂ ಭಾರತ ಬಹಿಷ್ಕರಿಸಿತ್ತು. ಶಿಖರ್ ಧವನ್, ಹರಭಜನ್ ಸಿಂಗ್, ಸುರೇಶ್ ರೈನಾ ಸೇರಿದಂತೆ ಹಲವು ಆಟಗಾರರು ಪಾಕಿಸ್ತಾನದ ಜೊತೆ ಆಡುವುದಿಲ್ಲ ಎಂದು ಆಯೋಜಕರಿಗೆ ತಿಳಿಸಿದ್ದಾರೆ. ಆಯೋಜಕರ ವಿರೋಧ: ಪಂದ್ಯ ನಿಗದಿಯಂತೆ ನಡೆಯಬೇಕು ಎಂದು ಆಯೋಜಕರು ಹೇಳಿದ್ದು, ಅಂತಿಮ ನಿರ್ಧಾರ ಇನ್ನೂ ಹೊರಬಿದ್ದಿಲ್ಲ. ಪ್ರಾಯೋಜಕರೂ ಕೂಡ ಟೂರ್ನಿಯಿಂದ ಹಿಂದೆ ಸರಿದಿದ್ದಾರೆ. ಧವನ್ ಸ್ಪಷ್ಟನೆ: ಮೇ 11ರಂದೇ ನಾನು ಈ ನಿರ್ಧಾರ ಕೈಗೊಂಡಿದ್ದೆ. ದೇಶಕ್ಕಿಂತ ಯಾವುದೂ ದೊಡ್ಡದಲ್ಲ ಎಂದು ಶಿಖರ್ ಧವನ್ ಹೇಳಿದ್ದಾರೆ. ಪ್ರಾಯೋಜಕರ ವಿರೋಧ: ದೇಶದ ಭಾವನೆಗೆ ವಿರುದ್ಧವಾಗಿ ನಡೆಯುವ ಪಂದ್ಯವನ್ನು ಬೆಂಬಲಿಸುವುದಿಲ್ಲ ಎಂದು ಪ್ರಾಯೋಜಕ ಸಂಸ್ಥೆ ತಿಳಿಸಿದೆ.: [345, 1332, 1017, 1406]
- cw-cell[interactable]: [845, 1971, 889, 2015]
- cw-cell[interactable]: 7: [1024, 2060, 1068, 2105]
- cw-cell[interactable]: [1024, 2105, 1068, 2150]
- teams-box: [882, 844, 1202, 1049]
- answer-badge: [1119, 1952, 1221, 2010]
- answer2-clue: 7.ಪುರಾಣ (3): [1253, 2196, 1306, 2208]
- abhi-kicker: ಟಿ20 ರ‍್ಯಾಂಕಿಂಗ್: ಹೆಡ್ ವೈಫಲ್ಯ ಬೆನ್ನಲ್ಲೇ ಬಡ್ತಿ: [1033, 1075, 1378, 1100]
- cw-black: [800, 2105, 845, 2150]
- squash-title: ಸ್ಕ್ವಾಷ್: ಭಾರತಕ್ಕೆ ಪದಕ ಖಚಿತ: [79, 1688, 292, 1712]
- cw-cell[interactable]: [889, 2015, 934, 2060]
- cw-black: [934, 2105, 979, 2150]
- cw-cell[interactable]: [979, 2015, 1024, 2060]
- shooting-title: ಶೂಟಿಂಗ್: ಮೈಸೂರಿನ ಪಾರಮ್ಯ: [77, 236, 294, 260]
- answer-clue: 5.ಪರ್ವತ ಸಾಲಿನ ಹೆಸರು (3): [1253, 1956, 1354, 1968]
- player-figure: [927, 422, 1145, 844]
- answer-label: ಉತ್ತರ: [1157, 1980, 1184, 1996]
- ganguly-body: ▪ ಹೊಸದಿಲ್ಲಿ: ಪುರುಷರ 200 ಮೀ ವೈಯಕ್ತಿಕ ಮೆಡ್ಲೆ ಸ್ಪರ್ಧೆಯಲ್ಲಿ ಭಾರತದ ಶೋನ್ ಗಂಗೂಲಿ ಸಿಂಗಾಪುರದಲ್ಲಿ ನಡೆಯುತ್ತಿರುವ ವಿಶ್ವ ಅಕ್ವಾಟಿಕ್ಸ್ ಚಾಂಪಿಯನ್‌ಶಿಪ್‌ನಲ್ಲಿ 38ನೇ ಸ್ಥಾನ ಪಡೆದರು. ಹೀಟ್ಸ್‌ನಲ್ಲಿ ಸ್ಪರ್ಧಿಸಿದ ಗಂಗೂಲಿ 2:05.40 ಸೆಕೆಂಡುಗಳಲ್ಲಿ ಗುರಿ ತಲುಪಿದರು. ಈ ವಿಭಾಗದಲ್ಲಿ ಫ್ರಾನ್ಸ್‌ನ ಲಿಯಾನ್ ಮಾರ್ಚಂಡ್ 1:54.44 ಸೆಕೆಂಡುಗಳೊಂದಿಗೆ ಅಗ್ರಸ್ಥಾನ ಪಡೆದರು. ಸೆಮಿಫೈನಲ್ ಪ್ರವೇಶಿಸಲು ಗಂಗೂಲಿ ವಿಫಲರಾದರು.: [988, 1767, 1496, 1802]
- cw-cell[interactable]: [889, 2105, 934, 2150]
- down-clue: 7.ಸಮುದ್ರ (4): [1113, 2295, 1166, 2307]
- puzzle-title-1: ಪ: [844, 1909, 877, 1943]
- puzzle-title-2: ದ: [881, 1909, 914, 1943]
- pitch-body: ಓವಲ್ ಕ್ರೀಡಾಂಗಣ ಸಾಂಪ್ರದಾಯಿಕವಾಗಿ ಬ್ಯಾಟ್ಸ್‌ಮನ್ ಸ್ನೇಹಿಯಾಗಿದ್ದು, ಆರಂಭದಲ್ಲಿ ವೇಗಿಗಳಿಗೆ ನೆರವು ನೀಡಲಿದೆ. ಪಂದ್ಯ ಸಾಗಿದಂತೆ ಸ್ಪಿನ್ನರ್‌ಗಳು ಪರಿಣಾಮಕಾರಿಯಾಗಲಿದ್ದಾರೆ. ಟಾಸ್ ಗೆದ್ದ ತಂಡ ಮೊದಲು ಬ್ಯಾಟಿಂಗ್ ಆಯ್ಕೆ ಮಾಡುವ ಸಾಧ್ಯತೆ ಹೆಚ್ಚು. ಮಳೆಯ ಭೀತಿಯೂ ಇದೆ.: [648, 898, 870, 947]
- cw-cell[interactable]: 11: [800, 2150, 845, 2195]
- answer2-clue: 12.ರಾಜಧಾನಿ (3): [1253, 2244, 1319, 2256]
- puzzle-number: 5700: [1113, 1906, 1228, 1947]
